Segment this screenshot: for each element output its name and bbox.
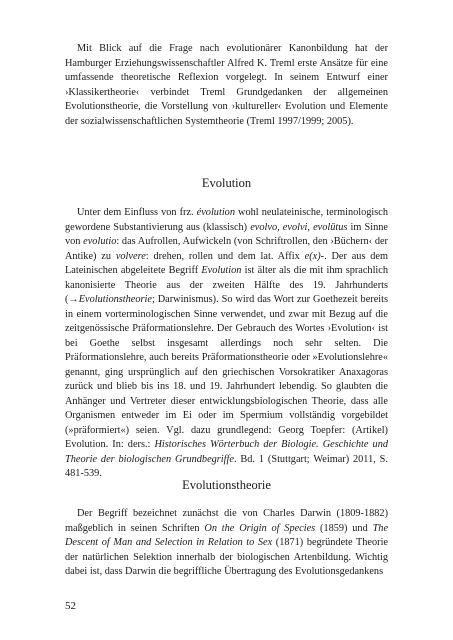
intro-paragraph: Mit Blick auf die Frage nach evolutionärer Kanonbildung hat der Hamburger Erziehungswissenschaftler Alfred K. Treml erste Ansätze für eine umfassende theoretische Reflexion vorgelegt. In seinem Entwurf einer ›Klassikertheorie‹ verbindet Treml Grundgedanken der allgemeinen Evolutionstheorie, die Vorstellung von ›kultureller‹ Evolution und Elemente der sozialwissenschaftlichen Systemtheorie (Treml 1997/1999; 2005). [65,43,388,127]
section-evolution-body [65,206,388,482]
section-heading-evolutionstheorie: Evolutionstheorie [182,478,271,492]
evolutionstheorie-paragraph: Der Begriff bezeichnet zunächst die von Charles Darwin (1809-1882) maßgeblich in seinen Schriften On the Origin of Species (1859) und The Descent of Man and Selection in Relation to Sex (1871) begründete Theorie der natürlichen Selektion innerhalb der biologischen Artenbildung. Wichtig dabei ist, dass Darwin die begriffliche Übertragung des Evolutionsgedankens [65,508,389,577]
evolution-paragraph: Unter dem Einfluss von frz. évolution wohl neulateinische, terminologisch gewordene Substantivierung aus (klassisch) evolvo, evolvi, evolūtus im Sinne von evolutio: das Aufrollen, Aufwickeln (von Schriftrollen, den ›Büchern‹ der Antike) zu volvere: drehen, rollen und dem lat. Affix e(x)-. Der aus dem Lateinischen abgeleitete Begriff Evolution ist älter als die mit ihm sprachlich kanonisierte Theorie aus der zweiten Hälfte des 19. Jahrhunderts (→Evolutionstheorie; Darwinismus). So wird das Wort zur Goethezeit bereits in einem vorterminologischen Sinne verwendet, und zwar mit Bezug auf die zeitgenössische Präformationslehre. Der Gebrauch des Wortes ›Evolution‹ ist bei Goethe selbst insgesamt allerdings noch sehr selten. Die Präformationslehre, auch bereits Präformationstheorie oder »Evolutionslehre« genannt, ging ursprünglich auf den griechischen Vorsokratiker Anaxagoras zurück und blieb bis ins 18. und 19. Jahrhundert lebendig. So glaubten die Anhänger und Vertreter dieser entwicklungsbiologischen Theorie, dass alle Organismen entweder im Ei oder im Spermium vollständig vorgebildet (»präformiert«) seien. Vgl. dazu grundlegend: Georg Toepfer: (Artikel) Evolution. In: ders.: Historisches Wörterbuch der Biologie. Geschichte und Theorie der biologischen Grundbegriffe. Bd. 1 (Stuttgart; Weimar) 2011, S. 481-539. [65,207,389,479]
intro-block [65,42,388,129]
section-heading-evolution: Evolution [201,176,252,190]
section-evolutionstheorie-body [65,507,388,580]
page-number: 52 [65,600,76,612]
